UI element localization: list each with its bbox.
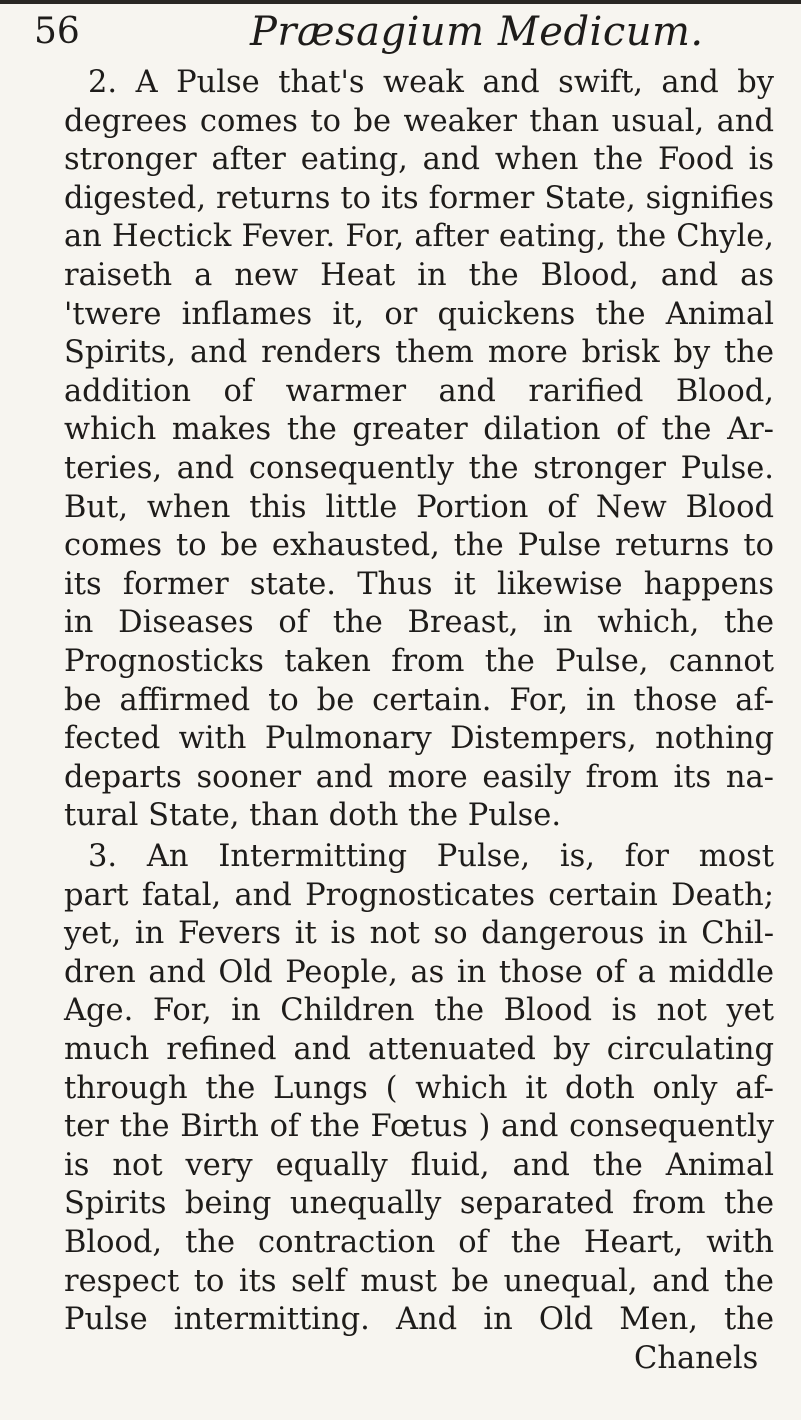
text-line: addition of warmer and rarified Blood, [64,373,774,409]
text-line: ter the Birth of the Fœtus ) and consequently [64,1109,774,1145]
text-line: Age. For, in Children the Blood is not yet [64,993,774,1029]
text-line: much refined and attenuated by circulating [64,1031,774,1067]
text-line: stronger after eating, and when the Food is [64,142,774,178]
text-line: 'twere inflames it, or quickens the Animal [64,296,774,332]
text-line: in Diseases of the Breast, in which, the [64,605,774,641]
text-line: through the Lungs ( which it doth only af- [64,1070,774,1106]
text-line: is not very equally fluid, and the Animal [64,1147,774,1183]
text-line: Prognosticks taken from the Pulse, cannot [64,643,774,679]
text-line: dren and Old People, as in those of a middle [64,954,774,990]
paragraph-2 [64,64,774,836]
page-number: 56 [34,11,80,52]
text-line: yet, in Fevers it is not so dangerous in Chil- [64,916,774,952]
text-line: which makes the greater dilation of the Ar- [64,412,774,448]
text-line: be affirmed to be certain. For, in those af- [64,682,774,718]
text-line: its former state. Thus it likewise happens [64,566,774,602]
catchword: Chanels [634,1341,759,1376]
text-line: degrees comes to be weaker than usual, and [64,103,774,139]
text-line: respect to its self must be unequal, and the [64,1263,774,1299]
text-line: Pulse intermitting. And in Old Men, the [64,1302,774,1338]
text-line: Blood, the contraction of the Heart, with [64,1224,774,1260]
text-line: 3. An Intermitting Pulse, is, for most [88,839,774,874]
text-line: fected with Pulmonary Distempers, nothing [64,721,774,757]
text-line: comes to be exhausted, the Pulse returns to [64,528,774,564]
text-line: an Hectick Fever. For, after eating, the Chyle, [64,219,774,255]
text-line: raiseth a new Heat in the Blood, and as [64,257,774,293]
text-line: teries, and consequently the stronger Pulse. [64,450,774,486]
text-line: 2. A Pulse that's weak and swift, and by [88,65,774,100]
text-line: But, when this little Portion of New Blood [64,489,774,525]
text-line: Spirits being unequally separated from the [64,1186,774,1222]
paragraph-3 [64,838,774,1340]
text-line: tural State, than doth the Pulse. [64,798,562,834]
text-line: Spirits, and renders them more brisk by the [64,335,774,371]
top-rule [0,0,801,4]
running-head: Præsagium Medicum. [250,9,704,55]
text-line: digested, returns to its former State, signifies [64,180,774,216]
text-line: departs sooner and more easily from its na- [64,759,774,795]
text-line: part fatal, and Prognosticates certain Death; [64,877,774,913]
